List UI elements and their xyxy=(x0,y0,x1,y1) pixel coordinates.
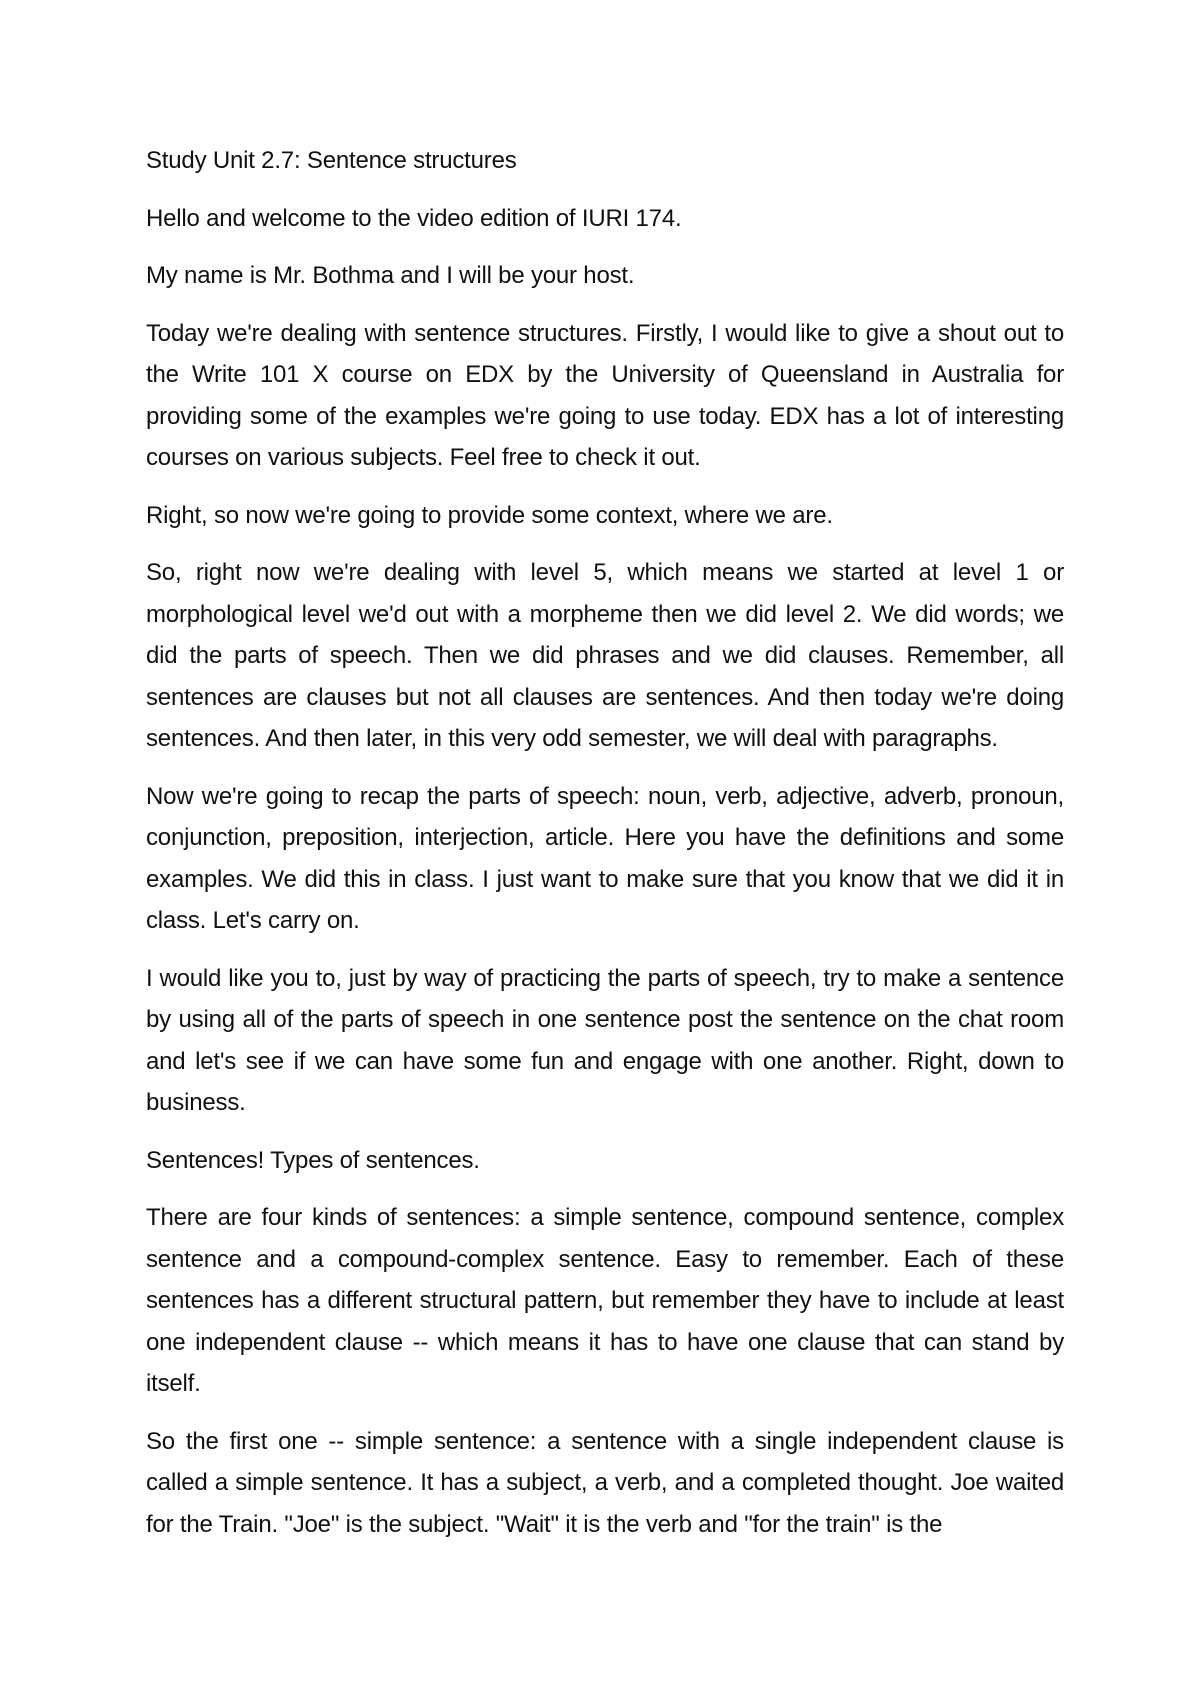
paragraph-intro: Hello and welcome to the video edition of IURI 174. xyxy=(146,204,682,232)
paragraph-parts-of-speech: Now we're going to recap the parts of speech: noun, verb, adjective, adverb, pronoun, conjunction, preposition, interjection, article. Here you have the definitions and some examples. We did this in class. I just want to make sure that you know that we did it in class. Let's carry on. xyxy=(146,782,1064,934)
document-page xyxy=(146,140,1064,1561)
paragraph-context: Right, so now we're going to provide some context, where we are. xyxy=(146,501,833,529)
paragraph-host: My name is Mr. Bothma and I will be your host. xyxy=(146,262,635,289)
paragraph-simple-sentence: So the first one -- simple sentence: a sentence with a single independent clause is called a simple sentence. It has a subject, a verb, and a completed thought. Joe waited for the Train. "Joe" is the subject. "Wait" it is the verb and "for the train" is the xyxy=(146,1427,1064,1538)
paragraph-shout-out: Today we're dealing with sentence structures. Firstly, I would like to give a shout out to the Write 101 X course on EDX by the University of Queensland in Australia for providing some of the examples we're going to use today. EDX has a lot of interesting courses on various subjects. Feel free to check it out. xyxy=(146,319,1064,471)
document-title: Study Unit 2.7: Sentence structures xyxy=(146,147,517,174)
paragraph-four-kinds: There are four kinds of sentences: a simple sentence, compound sentence, complex sentence and a compound-complex sentence. Easy to remember. Each of these sentences has a different structural pattern, but remember they have to include at least one independent clause -- which means it has to have one clause that can stand by itself. xyxy=(146,1204,1064,1397)
paragraph-levels: So, right now we're dealing with level 5, which means we started at level 1 or morphological level we'd out with a morpheme then we did level 2. We did words; we did the parts of speech. Then we did phrases and we did clauses. Remember, all sentences are clauses but not all clauses are sentences. And then today we're doing sentences. And then later, in this very odd semester, we will deal with paragraphs. xyxy=(146,559,1064,752)
paragraph-sentence-types-heading: Sentences! Types of sentences. xyxy=(146,1146,480,1174)
paragraph-exercise: I would like you to, just by way of practicing the parts of speech, try to make a sentence by using all of the parts of speech in one sentence post the sentence on the chat room and let's see if we can have some fun and engage with one another. Right, down to business. xyxy=(146,964,1064,1116)
